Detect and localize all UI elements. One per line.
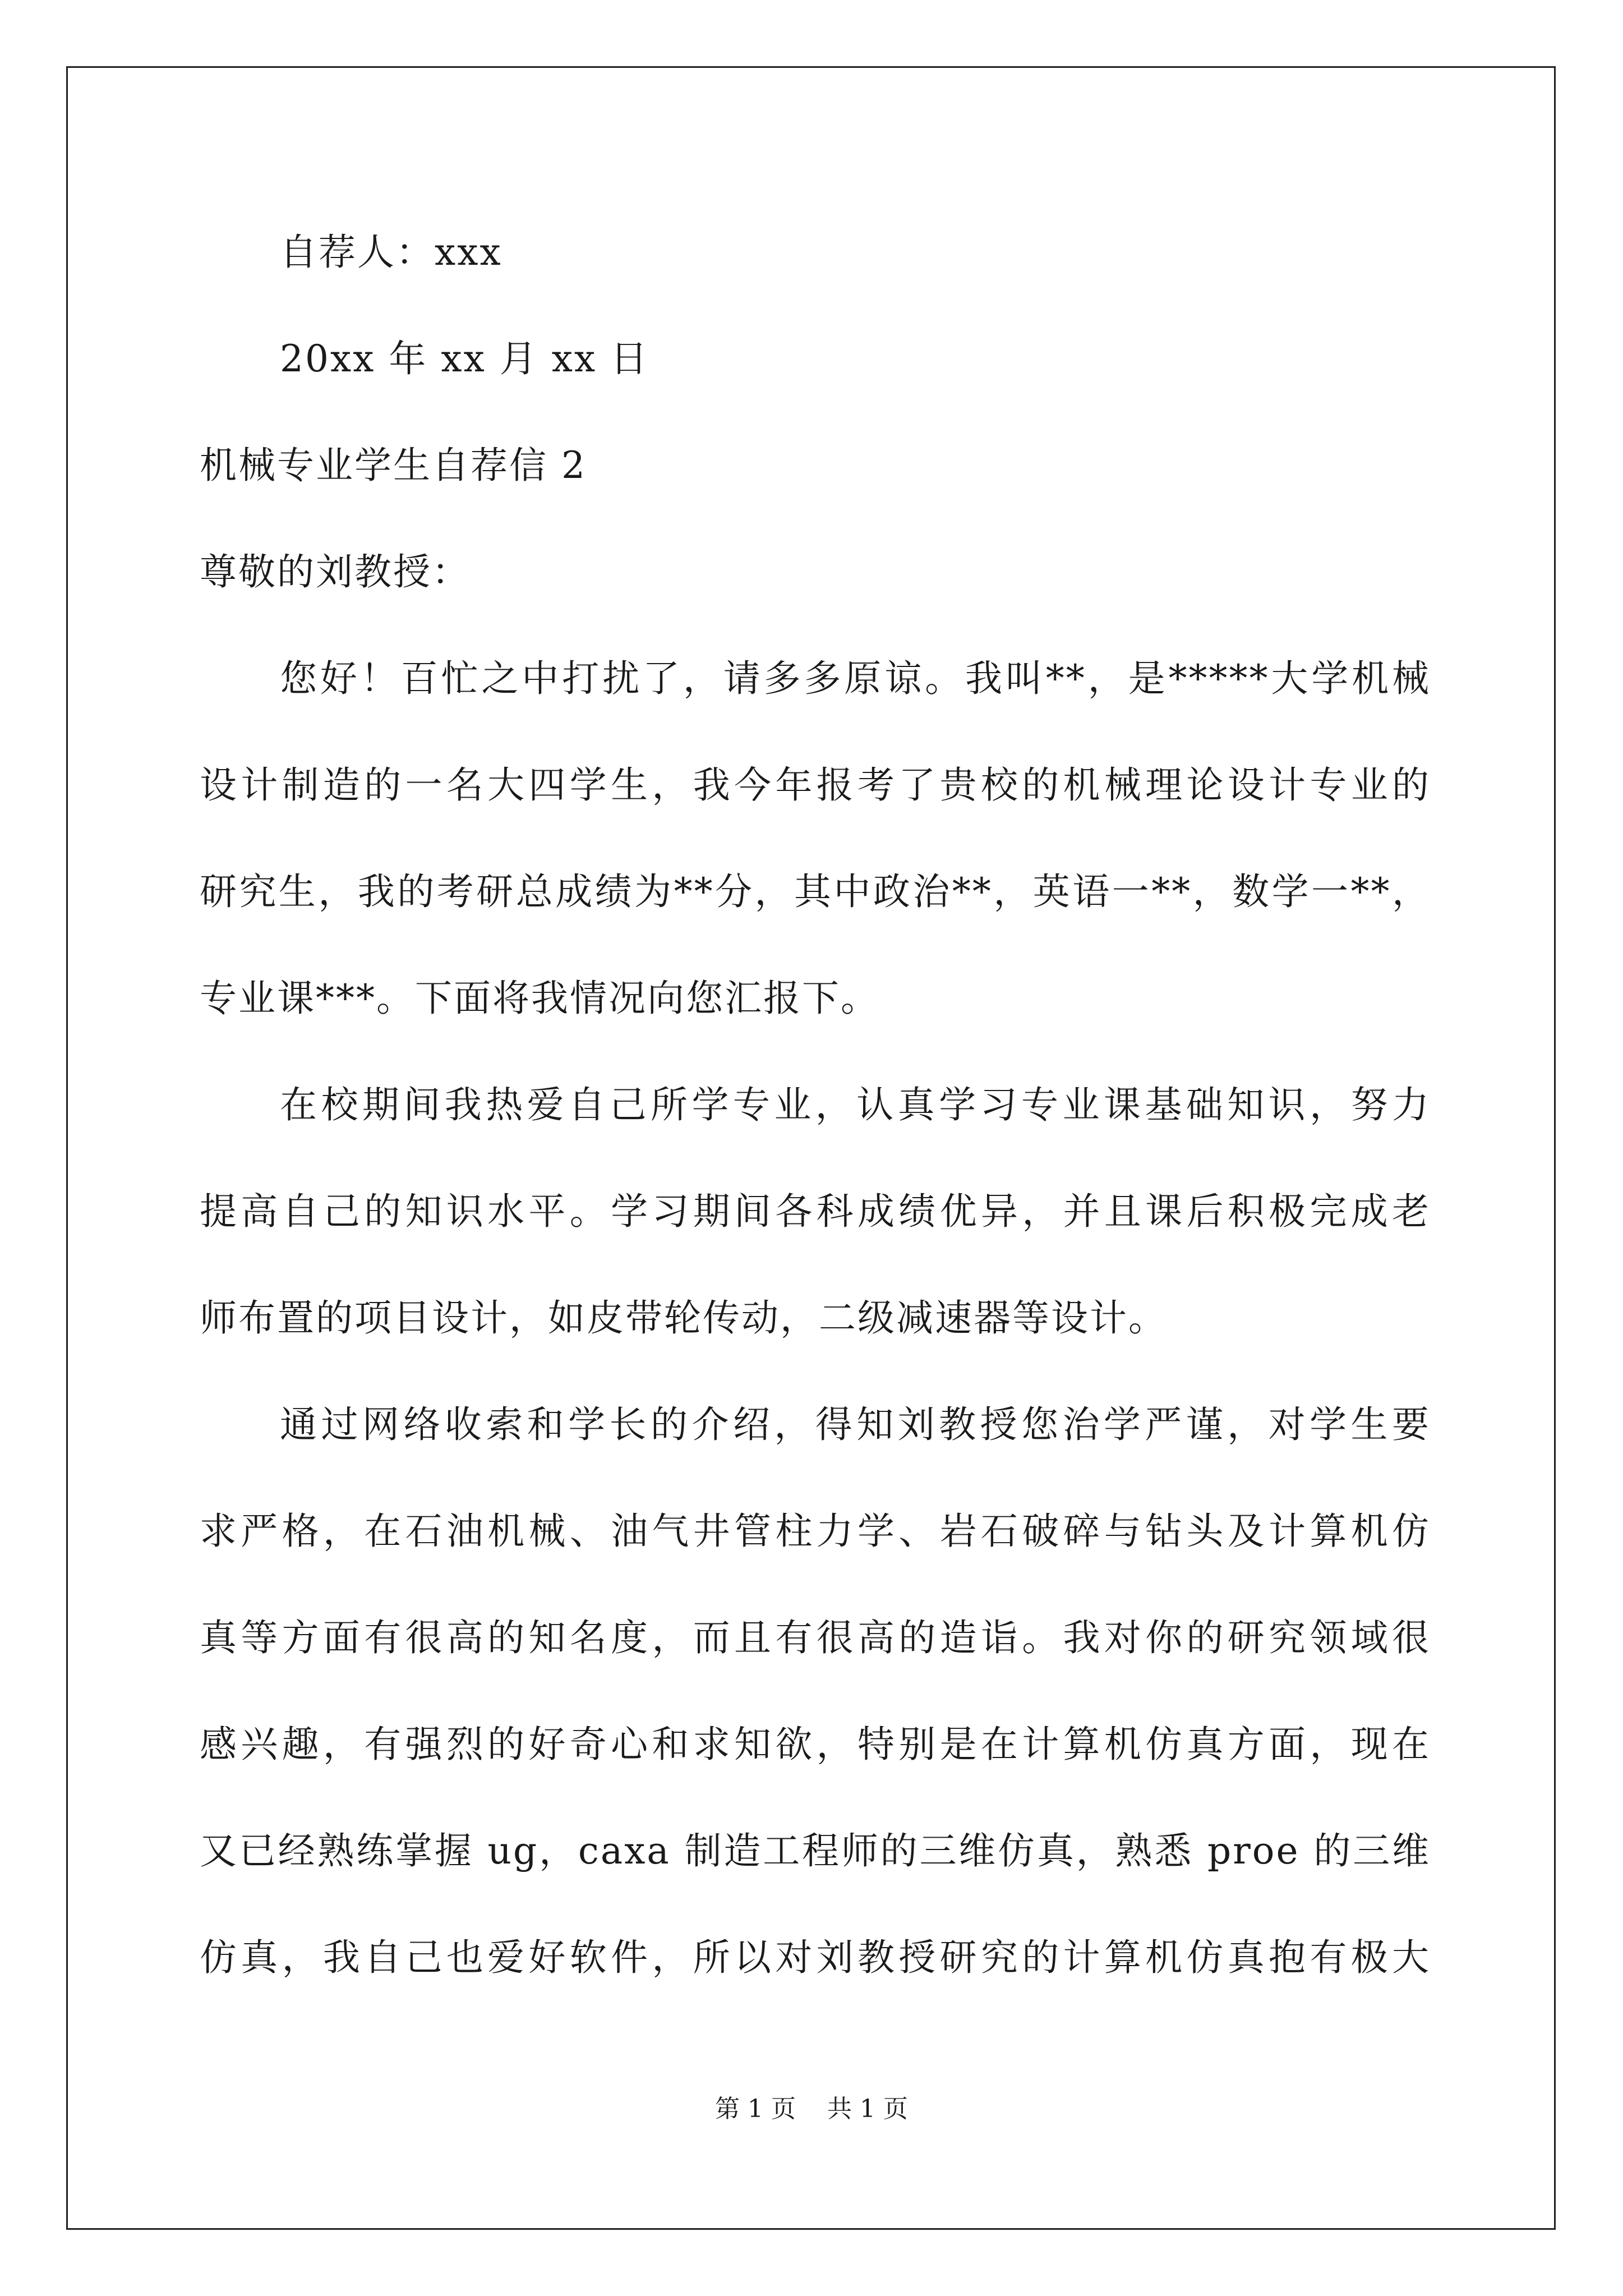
text-line: 真等方面有很高的知名度，而且有很高的造诣。我对你的研究领域很 xyxy=(200,1616,1431,1659)
paragraph-research-interest xyxy=(200,1390,1431,2030)
salutation: 尊敬的刘教授： xyxy=(200,550,471,593)
page-footer: 第 1 页 共 1 页 xyxy=(715,2095,908,2123)
text-line: 仿真，我自己也爱好软件，所以对刘教授研究的计算机仿真抱有极大 xyxy=(200,1936,1431,1979)
text-line: 感兴趣，有强烈的好奇心和求知欲，特别是在计算机仿真方面，现在 xyxy=(200,1723,1431,1766)
paragraph-studies xyxy=(200,1070,1431,1390)
document-body xyxy=(200,218,1431,2030)
text-line: 您好！百忙之中打扰了，请多多原谅。我叫**，是*****大学机械 xyxy=(280,657,1431,700)
text-line: 专业课***。下面将我情况向您汇报下。 xyxy=(200,977,879,1020)
text-line: 师布置的项目设计，如皮带轮传动，二级减速器等设计。 xyxy=(200,1296,1167,1340)
text-line: 通过网络收索和学长的介绍，得知刘教授您治学严谨，对学生要 xyxy=(280,1403,1431,1446)
text-line: 在校期间我热爱自己所学专业，认真学习专业课基础知识，努力 xyxy=(280,1083,1431,1126)
text-line: 又已经熟练掌握 ug，caxa 制造工程师的三维仿真，熟悉 proe 的三维 xyxy=(200,1829,1431,1872)
date-line: 20xx 年 xx 月 xx 日 xyxy=(280,337,649,380)
letter-title: 机械专业学生自荐信 2 xyxy=(200,444,587,487)
text-line: 提高自己的知识水平。学习期间各科成绩优异，并且课后积极完成老 xyxy=(200,1190,1431,1233)
signer-line: 自荐人：xxx xyxy=(280,231,502,274)
text-line: 设计制造的一名大四学生，我今年报考了贵校的机械理论设计专业的 xyxy=(200,763,1431,807)
text-line: 研究生，我的考研总成绩为**分，其中政治**，英语一**，数学一**， xyxy=(200,870,1431,913)
paragraph-greeting xyxy=(200,644,1431,1070)
text-line: 求严格，在石油机械、油气井管柱力学、岩石破碎与钻头及计算机仿 xyxy=(200,1510,1431,1553)
